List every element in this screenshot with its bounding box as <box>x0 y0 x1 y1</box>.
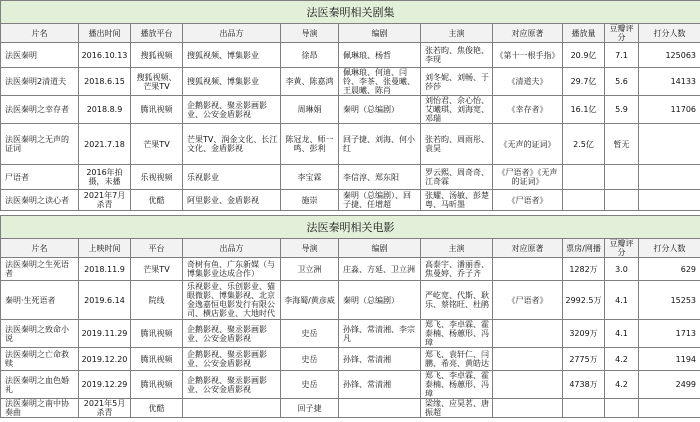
table-cell: 孙锋、常清湘、李宗凡 <box>339 320 421 348</box>
table-cell: 《清道夫》 <box>493 68 563 96</box>
table-cell: 秦明（总编剧）、回子捷、任增超 <box>339 190 421 211</box>
column-header: 对应原著 <box>493 239 563 258</box>
table-cell: 乐视影业、乐创影业、猫眼微影、博集影视、北京金逸嘉恒电影发行有限公司、横店影业、大地时代 <box>183 281 281 320</box>
table-cell: 腾讯视频 <box>131 348 183 371</box>
table-cell: 腾讯视频 <box>131 96 183 124</box>
table-cell: 15253 <box>639 281 700 320</box>
table-cell: 周琳娟 <box>281 96 339 124</box>
table-cell: 李海蜀/黄彦威 <box>281 281 339 320</box>
table-cell: 张若昀、焦俊艳、李现 <box>421 43 493 68</box>
table-cell <box>563 190 605 211</box>
table-cell: 4.1 <box>605 320 639 348</box>
table-cell: 法医秦明之致命小说 <box>1 320 79 348</box>
table-cell: 4.2 <box>605 348 639 371</box>
table-cell: 法医秦明之无声的证词 <box>1 124 79 165</box>
table-cell: 施崇 <box>281 190 339 211</box>
table-cell: 搜狐视频 <box>131 43 183 68</box>
table-cell: 郑飞、李卓霖、霍泰楠、杨蕙形、冯璋 <box>421 320 493 348</box>
table-cell: 严屹宽、代斯、耿乐、蔡铭旺、杜鹃 <box>421 281 493 320</box>
table-cell: 佩琳琅、杨哲 <box>339 43 421 68</box>
table-cell: 高泰宇、潘丽香、焦曼婷、乔子齐 <box>421 258 493 281</box>
table-cell: 2021年5月杀青 <box>79 399 131 418</box>
column-header: 导演 <box>281 24 339 43</box>
table-cell: 《尸语者》 <box>493 190 563 211</box>
table-cell <box>563 399 605 418</box>
table-cell: 2019.6.14 <box>79 281 131 320</box>
table-cell: 庄淼、方延、卫立洲 <box>339 258 421 281</box>
table-cell: 11706 <box>639 96 700 124</box>
table-cell: 2775万 <box>563 348 605 371</box>
movie-header-row <box>1 239 700 258</box>
column-header: 豆瓣评分 <box>605 239 639 258</box>
table-cell: 3209万 <box>563 320 605 348</box>
column-header: 打分人数 <box>639 24 700 43</box>
column-header: 主演 <box>421 24 493 43</box>
table-cell: 2019.12.29 <box>79 371 131 399</box>
table-cell <box>639 124 700 165</box>
table-cell: 优酷 <box>131 399 183 418</box>
table-cell: 法医秦明之血色婚礼 <box>1 371 79 399</box>
table-cell: 2018.8.9 <box>79 96 131 124</box>
table-cell: 秦明·生死语者 <box>1 281 79 320</box>
table-cell: 史岳 <box>281 348 339 371</box>
column-header: 播出时间 <box>79 24 131 43</box>
table-cell: 629 <box>639 258 700 281</box>
table-cell: 张若昀、周雨彤、袁昊 <box>421 124 493 165</box>
table-cell: 2016年拍摄，未播 <box>79 165 131 190</box>
table-cell <box>605 190 639 211</box>
table-cell: 企鹅影视、聚丞影画影业、公安金盾影视 <box>183 371 281 399</box>
table-cell: 14133 <box>639 68 700 96</box>
table-cell: 芒果TV <box>131 258 183 281</box>
tv-table-row <box>1 124 700 165</box>
column-header: 片名 <box>1 24 79 43</box>
table-cell <box>639 399 700 418</box>
movie-table-row <box>1 320 700 348</box>
table-cell: 法医秦明之生死语者 <box>1 258 79 281</box>
table-cell: 乐视视频 <box>131 165 183 190</box>
table-cell: 秦明（总编剧） <box>339 96 421 124</box>
table-cell: 孙锋、常清湘 <box>339 348 421 371</box>
table-cell: 腾讯视频 <box>131 320 183 348</box>
table-cell: 2018.6.15 <box>79 68 131 96</box>
table-cell: 法医秦明之读心者 <box>1 190 79 211</box>
table-cell <box>339 399 421 418</box>
table-cell: 4738万 <box>563 371 605 399</box>
table-cell: 腾讯视频 <box>131 371 183 399</box>
table-cell: 2016.10.13 <box>79 43 131 68</box>
table-cell <box>493 320 563 348</box>
column-header: 打分人数 <box>639 239 700 258</box>
table-cell: 李黄、陈嘉鸿 <box>281 68 339 96</box>
table-cell: 2021.7.18 <box>79 124 131 165</box>
table-cell: 7.1 <box>605 43 639 68</box>
column-header: 出品方 <box>183 24 281 43</box>
table-cell <box>493 371 563 399</box>
table-cell: 法医秦明2清道夫 <box>1 68 79 96</box>
column-header: 编剧 <box>339 24 421 43</box>
table-cell: 回子捷、刘海、何小红 <box>339 124 421 165</box>
table-cell: 郑飞、李卓霖、霍泰楠、杨蕙形、冯璋 <box>421 371 493 399</box>
table-cell: 企鹅影视、聚丞影画影业、公安金盾影视 <box>183 320 281 348</box>
table-cell: 芒果TV、润金文化、长江文化、金盾影视 <box>183 124 281 165</box>
tv-section-title: 法医秦明相关剧集 <box>1 1 700 24</box>
column-header: 主演 <box>421 239 493 258</box>
table-cell: 企鹅影视、聚丞影画影业、公安金盾影视 <box>183 96 281 124</box>
table-cell: 企鹅影视、聚丞影画影业、公安金盾影视 <box>183 348 281 371</box>
table-cell: 秦明（总编剧） <box>339 281 421 320</box>
table-cell: 奇树有鱼、广东新媒（与博集影业达成合作） <box>183 258 281 281</box>
table-cell: 4.2 <box>605 371 639 399</box>
column-header: 片名 <box>1 239 79 258</box>
movie-section-title: 法医秦明相关电影 <box>1 216 700 239</box>
tv-table-row <box>1 43 700 68</box>
table-cell: 郑飞、袁轩仁、闫鹏、希亮、黄皓达 <box>421 348 493 371</box>
column-header: 出品方 <box>183 239 281 258</box>
tv-table-row <box>1 165 700 190</box>
column-header: 平台 <box>131 239 183 258</box>
table-cell: 孙锋、常清湘 <box>339 371 421 399</box>
table-cell: 回子捷 <box>281 399 339 418</box>
table-cell <box>605 399 639 418</box>
table-cell: 3.0 <box>605 258 639 281</box>
column-header: 导演 <box>281 239 339 258</box>
table-cell <box>563 165 605 190</box>
table-cell: 李宝霖 <box>281 165 339 190</box>
table-cell: 刘冬妮、刘畅、于莎莎 <box>421 68 493 96</box>
table-cell: 优酷 <box>131 190 183 211</box>
table-cell: 暂无 <box>605 124 639 165</box>
table-cell: 5.9 <box>605 96 639 124</box>
table-cell: 卫立洲 <box>281 258 339 281</box>
table-cell <box>493 258 563 281</box>
table-cell <box>639 165 700 190</box>
table-cell: 罗云熙、周奇奇、江奇霖 <box>421 165 493 190</box>
table-cell: 史岳 <box>281 371 339 399</box>
table-cell: 法医秦明之幸存者 <box>1 96 79 124</box>
movie-table-row <box>1 281 700 320</box>
column-header: 对应原著 <box>493 24 563 43</box>
table-cell: 搜狐视频、博集影业 <box>183 68 281 96</box>
column-header: 豆瓣评分 <box>605 24 639 43</box>
table-cell: 佩琳琅、何迪、闫铃、李茶、张曼曦、王晨曦、陈肖 <box>339 68 421 96</box>
table-cell: 2019.11.29 <box>79 320 131 348</box>
table-cell <box>605 165 639 190</box>
table-cell: 搜狐视频、博集影业 <box>183 43 281 68</box>
table-cell: 2018.11.9 <box>79 258 131 281</box>
column-header: 上映时间 <box>79 239 131 258</box>
table-cell <box>493 399 563 418</box>
table-cell: 搜狐视频、芒果TV <box>131 68 183 96</box>
table-cell: 乐视影业 <box>183 165 281 190</box>
table-cell: 梁缘、应昊茗、唐振超 <box>421 399 493 418</box>
table-cell: 5.6 <box>605 68 639 96</box>
table-cell: 《第十一根手指》 <box>493 43 563 68</box>
tv-table-row <box>1 68 700 96</box>
table-cell: 29.7亿 <box>563 68 605 96</box>
table-cell: 2.5亿 <box>563 124 605 165</box>
movie-table-row <box>1 348 700 371</box>
table-cell: 尸语者 <box>1 165 79 190</box>
table-cell: 李信淳、郑东阳 <box>339 165 421 190</box>
table-cell: 阿里影业、金盾影视 <box>183 190 281 211</box>
table-cell: 法医秦明之亡命救赎 <box>1 348 79 371</box>
movie-table-row <box>1 258 700 281</box>
table-cell: 院线 <box>131 281 183 320</box>
table-cell: 张耀、汤敏、彭楚粤、马昕墨 <box>421 190 493 211</box>
table-cell: 《尸语者》 <box>493 281 563 320</box>
table-cell: 2499 <box>639 371 700 399</box>
table-cell: 2992.5万 <box>563 281 605 320</box>
table-cell: 16.1亿 <box>563 96 605 124</box>
column-header: 编剧 <box>339 239 421 258</box>
column-header: 票房/网播 <box>563 239 605 258</box>
table-cell: 史岳 <box>281 320 339 348</box>
table-cell: 2021年7月杀青 <box>79 190 131 211</box>
table-cell <box>639 190 700 211</box>
table-cell: 法医秦明之南中协奏曲 <box>1 399 79 418</box>
table-cell: 1282万 <box>563 258 605 281</box>
table-cell: 2019.12.20 <box>79 348 131 371</box>
table-cell: 1713 <box>639 320 700 348</box>
table-cell: 陈冠龙、师一鸣、彭利 <box>281 124 339 165</box>
movie-table-row <box>1 371 700 399</box>
column-header: 播放量 <box>563 24 605 43</box>
table-cell: 《尸语者》《无声的证词》 <box>493 165 563 190</box>
table-cell: 徐昂 <box>281 43 339 68</box>
table-cell: 1194 <box>639 348 700 371</box>
tv-header-row <box>1 24 700 43</box>
column-header: 播放平台 <box>131 24 183 43</box>
movie-table-row <box>1 399 700 418</box>
table-cell <box>493 348 563 371</box>
table-cell: 刘怡君、佘心怡、艾曦琪、刘海宽、邓瑞 <box>421 96 493 124</box>
table-cell: 125063 <box>639 43 700 68</box>
table-cell: 《无声的证词》 <box>493 124 563 165</box>
table-cell: 20.9亿 <box>563 43 605 68</box>
table-cell: 《幸存者》 <box>493 96 563 124</box>
table-cell: 法医秦明 <box>1 43 79 68</box>
table-cell: 4.1 <box>605 281 639 320</box>
table-cell: 芒果TV <box>131 124 183 165</box>
tv-table-row <box>1 96 700 124</box>
tv-table-row <box>1 190 700 211</box>
table-cell <box>183 399 281 418</box>
